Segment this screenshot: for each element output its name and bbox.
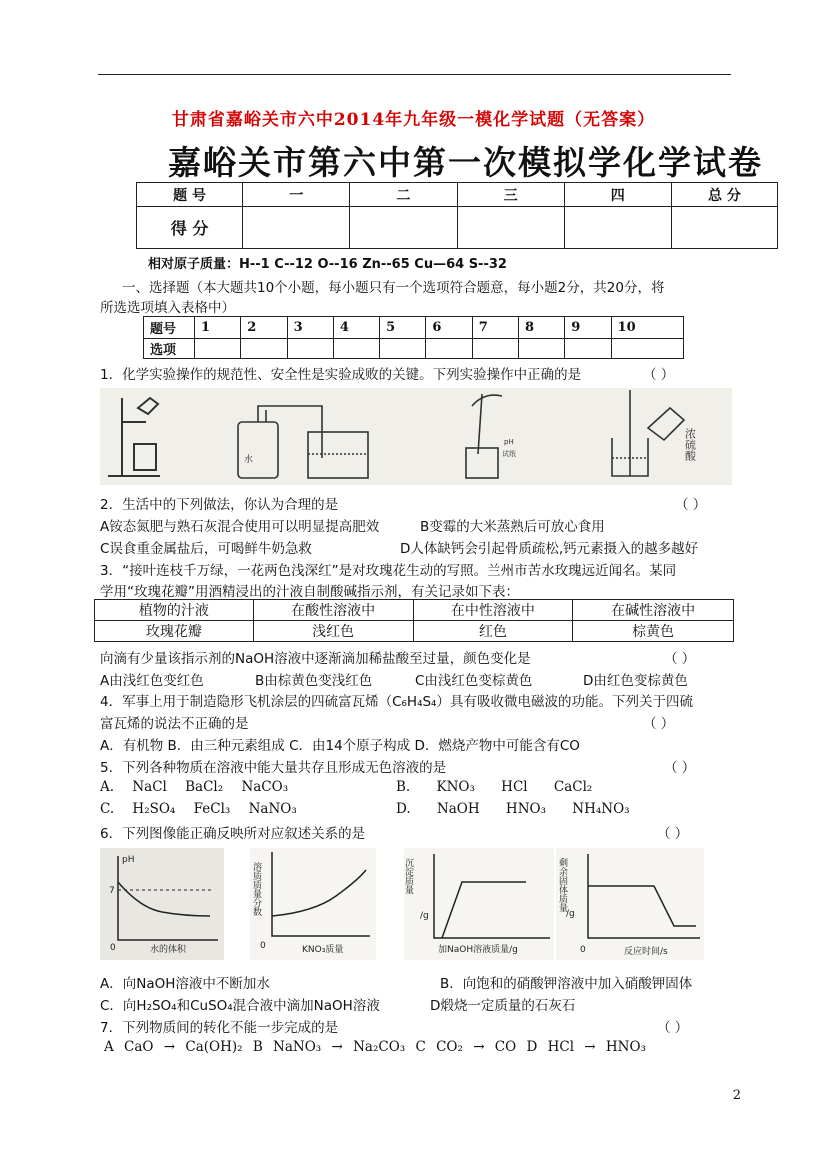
indicator-table — [94, 599, 734, 642]
q2-text: 2．生活中的下列做法，你认为合理的是 — [100, 497, 339, 513]
q3-line3: 向滴有少量该指示剂的NaOH溶液中逐渐滴加稀盐酸至过量，颜色变化是 — [100, 651, 531, 667]
q6-option-b: B．向饱和的硝酸钾溶液中加入硝酸钾固体 — [440, 976, 693, 992]
answer-number-cell: 6 — [426, 317, 472, 339]
graph-a-tick: 7 — [109, 886, 115, 896]
graph-c-ylabel: 沉淀质量 — [404, 858, 413, 894]
graph-d-line — [588, 886, 696, 926]
score-header-cell: 二 — [350, 183, 457, 207]
graph-b-origin: 0 — [260, 941, 266, 951]
water-label: 水 — [244, 455, 254, 465]
graph-b-axes — [272, 852, 370, 936]
q2-answer-paren: （ ） — [675, 497, 707, 513]
header-rule — [98, 74, 731, 75]
q2-option-a: A铵态氮肥与熟石灰混合使用可以明显提高肥效 — [100, 519, 380, 535]
paper-label: 试纸 — [502, 450, 516, 458]
graph-a-xlabel: 水的体积 — [150, 945, 187, 955]
graph-b-ylabel: 溶质质量分数 — [251, 862, 261, 916]
section1-line1: 一、选择题（本大题共10个小题，每小题只有一个选项符合题意，每小题2分，共20分，将 — [122, 280, 665, 296]
indicator-cell: 浅红色 — [253, 621, 413, 642]
section1-line2: 所选选项填入表格中） — [100, 300, 235, 316]
q5-option-b: B. KNO₃ HCl CaCl₂ — [396, 779, 593, 795]
graph-d-origin: 0 — [580, 945, 586, 955]
q1-lab-figure — [100, 388, 732, 485]
q2-option-d: D人体缺钙会引起骨质疏松,钙元素摄入的越多越好 — [400, 541, 699, 557]
score-cell — [671, 207, 777, 249]
score-table — [136, 182, 778, 249]
exam-title: 嘉峪关市第六中第一次模拟学化学试卷 — [168, 143, 763, 182]
answer-number-cell: 3 — [287, 317, 333, 339]
score-header-cell: 四 — [564, 183, 671, 207]
q5-option-c: C. H₂SO₄ FeCl₃ NaNO₃ — [100, 801, 297, 817]
q6-answer-paren: （ ） — [657, 826, 689, 842]
atomic-mass-line: 相对原子质量：H--1 C--12 O--16 Zn--65 Cu—64 S--32 — [148, 257, 507, 272]
graph-a-origin: 0 — [110, 943, 116, 953]
answer-label-question: 题号 — [144, 317, 195, 339]
graph-c-line — [442, 882, 526, 938]
q6-graph-a — [100, 848, 224, 960]
lab-apparatus-illustration — [100, 388, 732, 485]
graph-b-curve — [272, 870, 366, 916]
answer-number-cell: 10 — [611, 317, 683, 339]
indicator-cell: 玫瑰花瓣 — [95, 621, 254, 642]
indicator-cell: 红色 — [413, 621, 573, 642]
ph-label: pH — [504, 438, 514, 446]
q4-line2: 富瓦烯的说法不正确的是 — [100, 716, 249, 732]
q6-option-c: C．向H₂SO₄和CuSO₄混合液中滴加NaOH溶液 — [100, 998, 380, 1014]
score-header-cell: 三 — [457, 183, 564, 207]
score-header-cell: 题 号 — [137, 183, 243, 207]
indicator-header-cell: 在碱性溶液中 — [573, 600, 734, 621]
q3-option-a: A由浅红色变红色 — [100, 673, 204, 689]
document-title: 甘肃省嘉峪关市六中2014年九年级一模化学试题（无答案） — [171, 110, 656, 130]
score-header-cell: 总 分 — [671, 183, 777, 207]
q3-answer-paren: （ ） — [664, 651, 696, 667]
q6-text: 6．下列图像能正确反映所对应叙述关系的是 — [100, 826, 366, 842]
indicator-cell: 棕黄色 — [573, 621, 734, 642]
q6-option-a: A．向NaOH溶液中不断加水 — [100, 976, 270, 992]
answer-cell — [472, 339, 518, 359]
indicator-header-cell: 在中性溶液中 — [413, 600, 573, 621]
q5-answer-paren: （ ） — [664, 760, 696, 776]
q5-option-d: D. NaOH HNO₃ NH₄NO₃ — [396, 801, 630, 817]
answer-number-cell: 4 — [333, 317, 379, 339]
page-number: 2 — [732, 1088, 741, 1103]
indicator-header-cell: 在酸性溶液中 — [253, 600, 413, 621]
answer-number-cell: 5 — [380, 317, 426, 339]
answer-label-option: 选项 — [144, 339, 195, 359]
q1-answer-paren: （ ） — [643, 367, 675, 383]
answer-cell — [333, 339, 379, 359]
answer-cell — [241, 339, 287, 359]
answer-cell — [565, 339, 611, 359]
score-header-cell: 一 — [243, 183, 350, 207]
graph-c-axes — [434, 854, 550, 938]
q4-answer-paren: （ ） — [643, 716, 675, 732]
answer-cell — [380, 339, 426, 359]
answer-number-cell: 7 — [472, 317, 518, 339]
answer-number-cell: 9 — [565, 317, 611, 339]
graph-a-curve — [118, 882, 210, 916]
answer-cell — [287, 339, 333, 359]
score-cell — [243, 207, 350, 249]
q3-line1: 3．“接叶连枝千万绿，一花两色浅深红”是对玫瑰花生动的写照。兰州市苦水玫瑰远近闻名。某同 — [100, 563, 677, 579]
acid-label: 浓硫酸 — [683, 428, 697, 461]
q2-option-b: B变霉的大米蒸熟后可放心食用 — [420, 519, 605, 535]
q6-graph-d — [556, 848, 704, 960]
q7-answer-paren: （ ） — [657, 1020, 689, 1036]
graph-d-xlabel: 反应时间/s — [624, 947, 668, 957]
q3-option-c: C由浅红色变棕黄色 — [415, 673, 533, 689]
answer-cell — [426, 339, 472, 359]
score-row-label: 得 分 — [137, 207, 243, 249]
q5-option-a: A. NaCl BaCl₂ NaCO₃ — [100, 779, 289, 795]
q4-line1: 4．军事上用于制造隐形飞机涂层的四硫富瓦烯（C₆H₄S₄）具有吸收微电磁波的功能。下列关于四硫 — [100, 694, 693, 710]
q3-option-b: B由棕黄色变浅红色 — [255, 673, 373, 689]
answer-number-cell: 2 — [241, 317, 287, 339]
answer-table — [143, 316, 684, 359]
q3-line2: 学用“玫瑰花瓣”用酒精浸出的汁液自制酸碱指示剂，有关记录如下表： — [100, 584, 519, 600]
q7-options: A CaO → Ca(OH)₂ B NaNO₃ → Na₂CO₃ C CO₂ → CO D HCl → HNO₃ — [104, 1039, 646, 1055]
indicator-header-cell: 植物的汁液 — [95, 600, 254, 621]
graph-d-ylabel: 剩余固体质量 — [557, 858, 567, 912]
graph-c-unit: /g — [420, 911, 429, 921]
graph-a-ylabel: pH — [122, 855, 135, 865]
answer-number-cell: 1 — [195, 317, 241, 339]
score-cell — [350, 207, 457, 249]
q4-options: A．有机物 B．由三种元素组成 C．由14个原子构成 D．燃烧产物中可能含有CO — [100, 738, 580, 754]
graph-d-unit: /g — [566, 909, 575, 919]
q7-text: 7．下列物质间的转化不能一步完成的是 — [100, 1020, 339, 1036]
q1-text: 1．化学实验操作的规范性、安全性是实验成败的关键。下列实验操作中正确的是 — [100, 367, 582, 383]
q3-option-d: D由红色变棕黄色 — [583, 673, 688, 689]
graph-c-xlabel: 加NaOH溶液质量/g — [438, 945, 518, 955]
graph-b-xlabel: KNO₃质量 — [302, 945, 344, 955]
q6-option-d: D煅烧一定质量的石灰石 — [430, 998, 576, 1014]
answer-cell — [518, 339, 564, 359]
q2-option-c: C误食重金属盐后，可喝鲜牛奶急救 — [100, 541, 312, 557]
q6-graph-b — [250, 848, 376, 960]
score-cell — [564, 207, 671, 249]
score-cell — [457, 207, 564, 249]
q6-graph-c — [404, 848, 554, 960]
answer-number-cell: 8 — [518, 317, 564, 339]
answer-cell — [195, 339, 241, 359]
answer-cell — [611, 339, 683, 359]
q5-text: 5．下列各种物质在溶液中能大量共存且形成无色溶液的是 — [100, 760, 447, 776]
